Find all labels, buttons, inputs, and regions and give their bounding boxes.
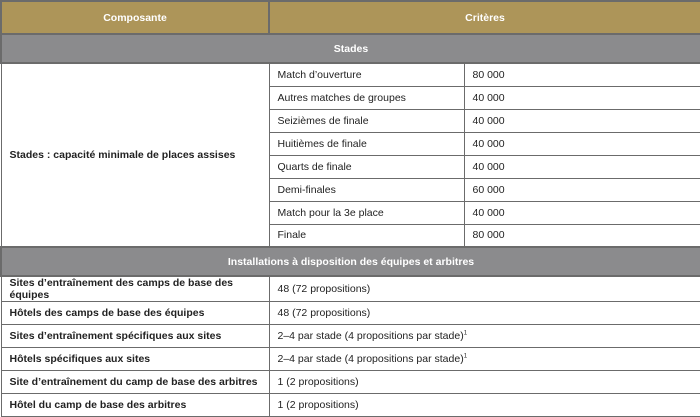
facility-component: Hôtel du camp de base des arbitres: [1, 394, 269, 417]
section-row-facilities: [1, 247, 700, 276]
footnote-marker: 1: [463, 330, 468, 337]
header-component: Composante: [1, 1, 269, 34]
table-row: [1, 276, 700, 302]
capacity-value: 40 000: [464, 86, 700, 109]
facility-criteria: 2–4 par stade (4 propositions par stade)$^1$: [269, 348, 700, 371]
facility-component: Sites d’entraînement spécifiques aux sites: [1, 325, 269, 348]
facility-criteria: 48 (72 propositions): [269, 302, 700, 325]
section-title-facilities: Installations à disposition des équipes et arbitres: [1, 247, 700, 276]
match-type: Autres matches de groupes: [269, 86, 464, 109]
table-row: [1, 394, 700, 417]
facility-criteria: 1 (2 propositions): [269, 371, 700, 394]
capacity-value: 60 000: [464, 178, 700, 201]
table-row: [1, 63, 700, 86]
facility-component: Sites d’entraînement des camps de base des équipes: [1, 276, 269, 302]
section-title-stadiums: Stades: [1, 34, 700, 63]
header-criteria: Critères: [269, 1, 700, 34]
table-row: [1, 348, 700, 371]
capacity-value: 80 000: [464, 224, 700, 247]
section-row-stadiums: [1, 34, 700, 63]
match-type: Match pour la 3e place: [269, 201, 464, 224]
table-row: [1, 302, 700, 325]
match-type: Finale: [269, 224, 464, 247]
capacity-value: 40 000: [464, 132, 700, 155]
facility-component: Hôtels spécifiques aux sites: [1, 348, 269, 371]
stadium-capacity-label: Stades : capacité minimale de places assises: [1, 63, 269, 247]
capacity-value: 40 000: [464, 201, 700, 224]
match-type: Quarts de finale: [269, 155, 464, 178]
facility-component: Site d’entraînement du camp de base des arbitres: [1, 371, 269, 394]
match-type: Demi-finales: [269, 178, 464, 201]
table-row: [1, 325, 700, 348]
footnote-marker: 1: [463, 353, 468, 360]
header-row: [1, 1, 700, 34]
facility-criteria: 48 (72 propositions): [269, 276, 700, 302]
facility-component: Hôtels des camps de base des équipes: [1, 302, 269, 325]
match-type: Huitièmes de finale: [269, 132, 464, 155]
capacity-value: 80 000: [464, 63, 700, 86]
capacity-value: 40 000: [464, 155, 700, 178]
facility-criteria: 2–4 par stade (4 propositions par stade)$^1$: [269, 325, 700, 348]
match-type: Match d’ouverture: [269, 63, 464, 86]
capacity-value: 40 000: [464, 109, 700, 132]
match-type: Seizièmes de finale: [269, 109, 464, 132]
table-row: [1, 371, 700, 394]
facility-criteria: 1 (2 propositions): [269, 394, 700, 417]
